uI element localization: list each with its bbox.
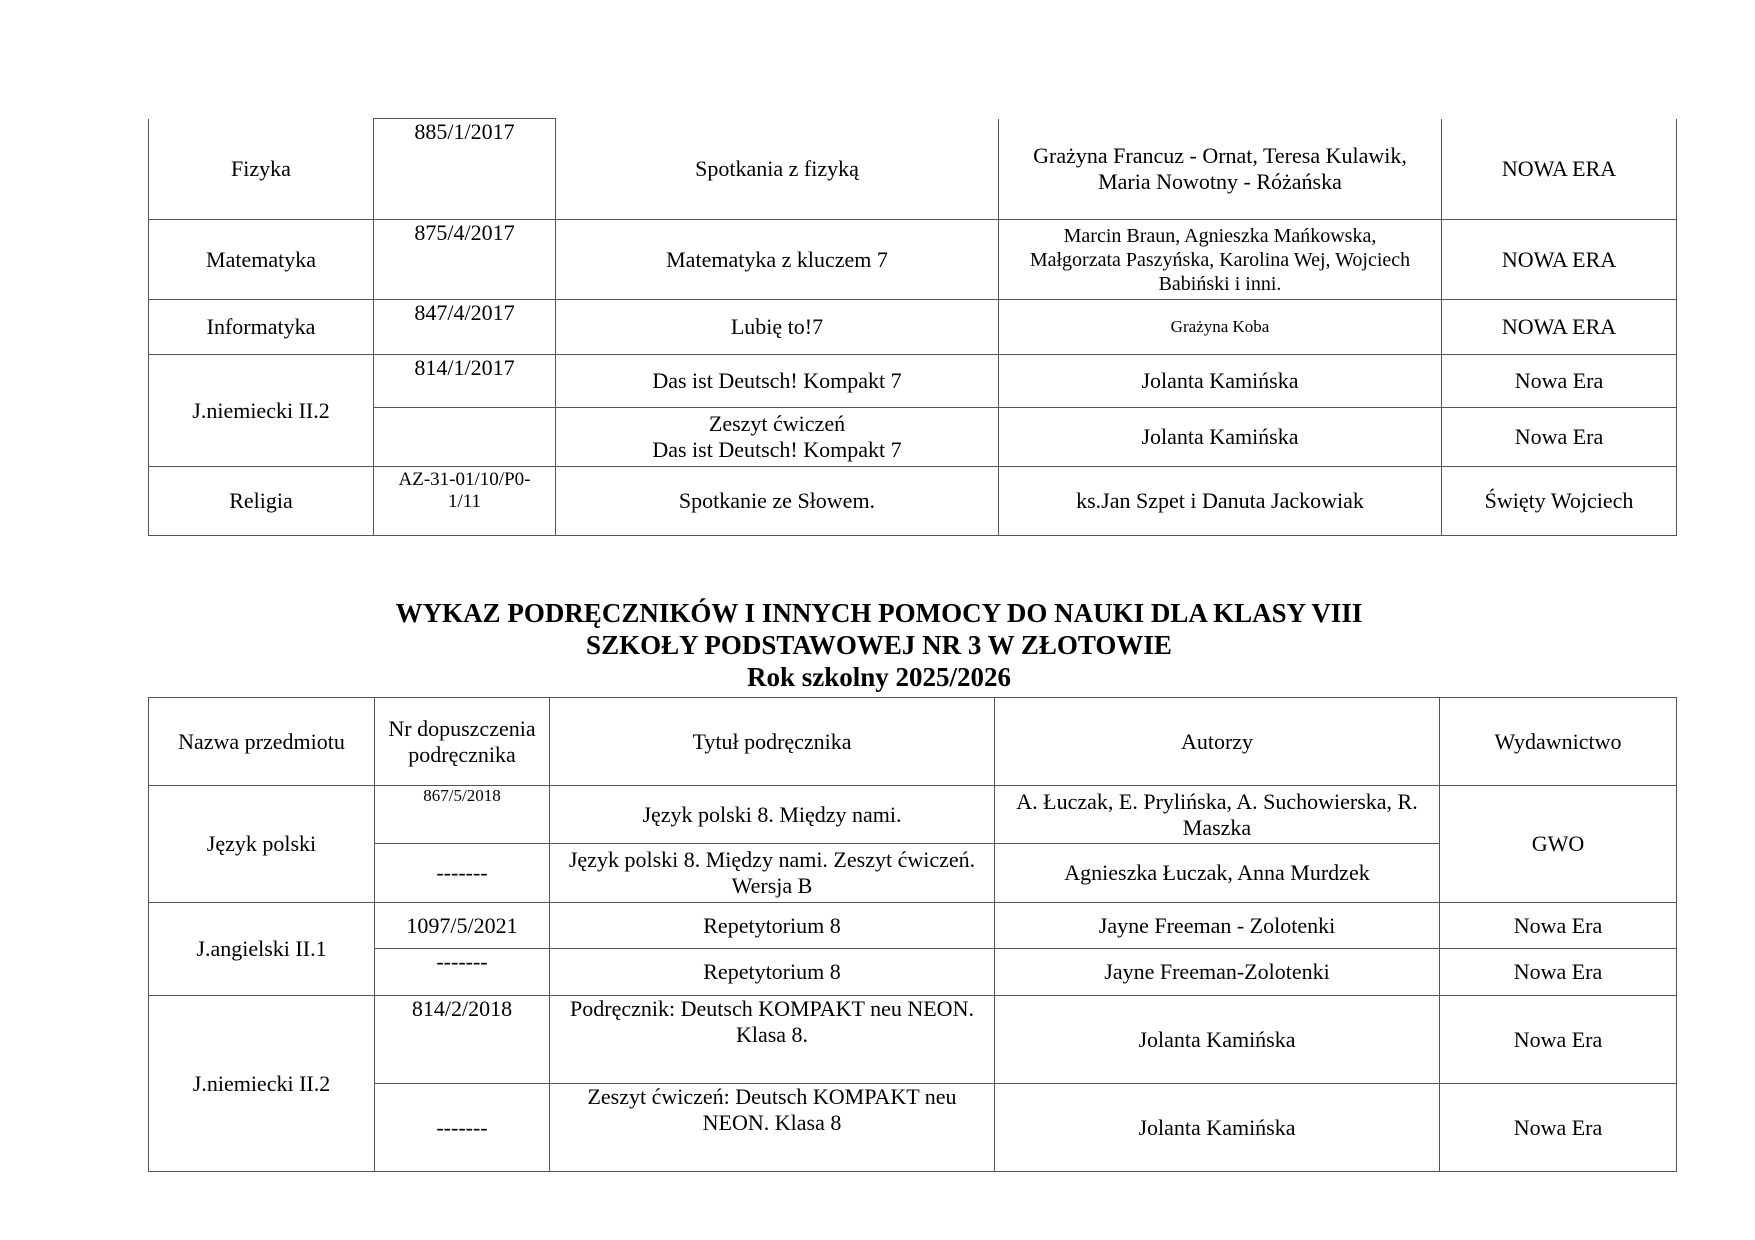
subject-cell: J.angielski II.1	[149, 903, 375, 996]
authors-cell: A. Łuczak, E. Prylińska, A. Suchowierska, R. Maszka	[995, 786, 1440, 844]
authors-cell: Jolanta Kamińska	[999, 355, 1442, 408]
authors-cell: Marcin Braun, Agnieszka Mańkowska, Małgorzata Paszyńska, Karolina Wej, Wojciech Babiński i inni.	[999, 220, 1442, 300]
header-authors: Autorzy	[995, 698, 1440, 786]
approval-number-cell: -------	[375, 1084, 550, 1172]
title-line: Zeszyt ćwiczeń	[708, 411, 846, 436]
heading-line: Rok szkolny 2025/2026	[746, 662, 1012, 692]
approval-number-cell: -------	[375, 844, 550, 903]
title-line: Das ist Deutsch! Kompakt 7	[652, 437, 902, 462]
publisher-cell: GWO	[1440, 786, 1677, 903]
approval-number-cell: 875/4/2017	[374, 220, 556, 300]
heading-line: SZKOŁY PODSTAWOWEJ NR 3 W ZŁOTOWIE	[586, 630, 1172, 660]
table-row	[149, 408, 1677, 467]
approval-number-cell: 814/1/2017	[374, 355, 556, 408]
table-row	[149, 119, 1677, 220]
title-cell: Repetytorium 8	[550, 949, 995, 996]
authors-cell: Jolanta Kamińska	[999, 408, 1442, 467]
approval-number-cell: 814/2/2018	[375, 996, 550, 1084]
subject-cell: Fizyka	[149, 119, 374, 220]
table-row	[149, 903, 1677, 949]
textbook-table-grade-7-continued	[148, 118, 1677, 536]
authors-cell: Jolanta Kamińska	[995, 1084, 1440, 1172]
title-cell: Spotkanie ze Słowem.	[556, 467, 999, 536]
subject-cell: J.niemiecki II.2	[149, 355, 374, 467]
textbook-table-grade-8	[148, 697, 1677, 1172]
header-approval-number: Nr dopuszczenia podręcznika	[375, 698, 550, 786]
title-cell: Język polski 8. Między nami. Zeszyt ćwiczeń. Wersja B	[550, 844, 995, 903]
title-cell	[556, 408, 999, 467]
subject-cell: Matematyka	[149, 220, 374, 300]
publisher-cell: Nowa Era	[1442, 408, 1677, 467]
table-row	[149, 996, 1677, 1084]
title-cell: Spotkania z fizyką	[556, 119, 999, 220]
document-heading	[148, 597, 1610, 693]
title-cell: Repetytorium 8	[550, 903, 995, 949]
subject-cell: Religia	[149, 467, 374, 536]
table-row	[149, 1084, 1677, 1172]
approval-number-cell: -------	[375, 949, 550, 996]
authors-cell: ks.Jan Szpet i Danuta Jackowiak	[999, 467, 1442, 536]
table-row	[149, 355, 1677, 408]
table-row	[149, 786, 1677, 844]
title-cell: Lubię to!7	[556, 300, 999, 355]
approval-number-cell: 847/4/2017	[374, 300, 556, 355]
publisher-cell: NOWA ERA	[1442, 300, 1677, 355]
publisher-cell: Nowa Era	[1440, 996, 1677, 1084]
authors-cell: Jolanta Kamińska	[995, 996, 1440, 1084]
title-cell: Matematyka z kluczem 7	[556, 220, 999, 300]
title-cell: Język polski 8. Między nami.	[550, 786, 995, 844]
subject-cell: Informatyka	[149, 300, 374, 355]
approval-number-cell	[374, 408, 556, 467]
approval-number-cell: 1097/5/2021	[375, 903, 550, 949]
publisher-cell: Święty Wojciech	[1442, 467, 1677, 536]
approval-number-cell: AZ-31-01/10/P0-1/11	[374, 467, 556, 536]
approval-number-cell: 867/5/2018	[375, 786, 550, 844]
publisher-cell: NOWA ERA	[1442, 119, 1677, 220]
authors-cell: Agnieszka Łuczak, Anna Murdzek	[995, 844, 1440, 903]
header-subject: Nazwa przedmiotu	[149, 698, 375, 786]
subject-cell: Język polski	[149, 786, 375, 903]
table-row	[149, 467, 1677, 536]
authors-cell: Jayne Freeman-Zolotenki	[995, 949, 1440, 996]
publisher-cell: Nowa Era	[1440, 903, 1677, 949]
publisher-cell: Nowa Era	[1440, 1084, 1677, 1172]
header-publisher: Wydawnictwo	[1440, 698, 1677, 786]
table-row	[149, 220, 1677, 300]
header-title: Tytuł podręcznika	[550, 698, 995, 786]
title-cell: Zeszyt ćwiczeń: Deutsch KOMPAKT neu NEON. Klasa 8	[550, 1084, 995, 1172]
subject-cell: J.niemiecki II.2	[149, 996, 375, 1172]
heading-line: WYKAZ PODRĘCZNIKÓW I INNYCH POMOCY DO NAUKI DLA KLASY VIII	[395, 598, 1363, 628]
publisher-cell: Nowa Era	[1440, 949, 1677, 996]
title-cell: Podręcznik: Deutsch KOMPAKT neu NEON. Klasa 8.	[550, 996, 995, 1084]
header-row	[149, 698, 1677, 786]
approval-number-cell: 885/1/2017	[374, 119, 556, 220]
title-cell: Das ist Deutsch! Kompakt 7	[556, 355, 999, 408]
authors-cell: Grażyna Francuz - Ornat, Teresa Kulawik, Maria Nowotny - Różańska	[999, 119, 1442, 220]
authors-cell: Grażyna Koba	[999, 300, 1442, 355]
authors-cell: Jayne Freeman - Zolotenki	[995, 903, 1440, 949]
publisher-cell: NOWA ERA	[1442, 220, 1677, 300]
publisher-cell: Nowa Era	[1442, 355, 1677, 408]
table-row	[149, 949, 1677, 996]
table-row	[149, 300, 1677, 355]
